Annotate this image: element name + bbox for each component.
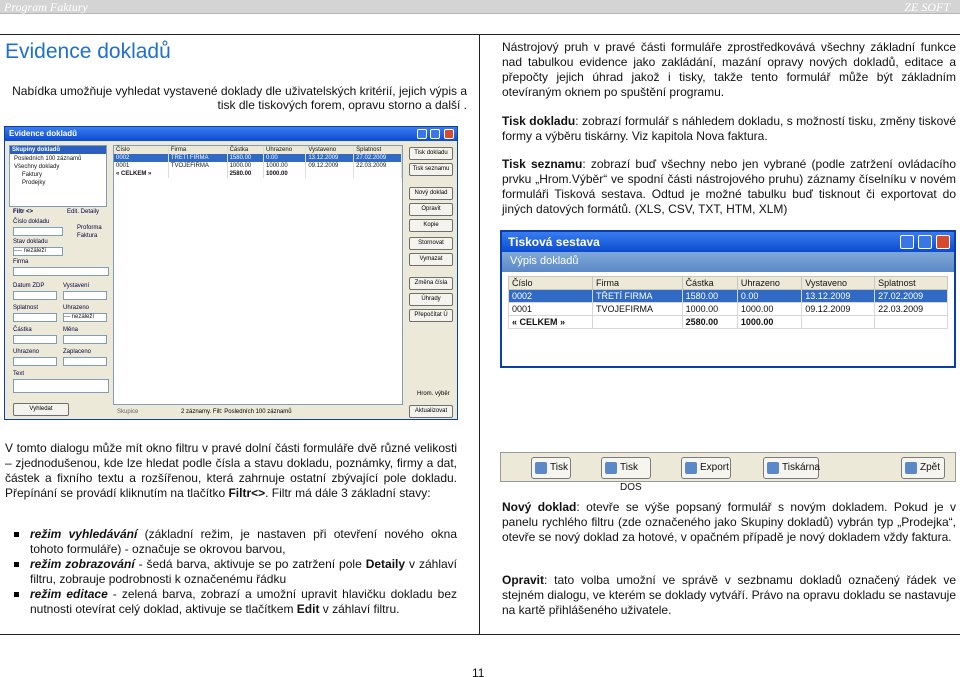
zaplaceno-input[interactable] bbox=[63, 357, 107, 366]
stav-label: Stav dokladu bbox=[13, 239, 48, 245]
cell: TŘETÍ FIRMA bbox=[168, 154, 227, 162]
edit-button[interactable]: Opravit bbox=[409, 203, 453, 216]
bullet-text: (základní režim, je nastaven při otevření nového okna tohoto formuláře) - označuje se okrovou barvou, bbox=[30, 527, 457, 556]
edit-term: Opravit bbox=[502, 573, 545, 587]
mena-label: Měna bbox=[63, 327, 79, 333]
vystaveni-label: Vystavení bbox=[63, 283, 90, 289]
filter-paragraph bbox=[5, 441, 457, 501]
tree-item[interactable]: Posledních 100 záznamů bbox=[14, 156, 82, 162]
records-table bbox=[113, 145, 403, 405]
tree-item[interactable]: Prodejky bbox=[22, 180, 46, 186]
castka-label: Částka bbox=[13, 327, 32, 333]
cell bbox=[306, 170, 354, 178]
payments-button[interactable]: Úhrady bbox=[409, 293, 453, 306]
bullet-bold: Edit bbox=[296, 602, 320, 616]
print-report-window bbox=[500, 230, 956, 368]
text-input[interactable] bbox=[13, 379, 109, 393]
table-row[interactable] bbox=[509, 303, 948, 316]
cislo-label: Číslo dokladu bbox=[13, 219, 50, 225]
cell: 2580.00 bbox=[682, 316, 737, 329]
header-bar bbox=[0, 0, 960, 14]
cell: 22.03.2009 bbox=[875, 303, 948, 316]
bullet-text: - zelená barva, zobrazí a umožní upravit hlavičku dokladu bez nutnosti otevírat celý doklad, aktivuje se tlačítkem bbox=[30, 587, 457, 616]
print-list-button[interactable]: Tisk seznamu bbox=[409, 163, 453, 176]
delete-button[interactable]: Vymazat bbox=[409, 253, 453, 266]
cell: 09.12.2009 bbox=[306, 162, 354, 170]
groups-label: Skupiny dokladů bbox=[10, 146, 106, 154]
search-button[interactable]: Vyhledat bbox=[13, 403, 69, 416]
report-title: Tisková sestava bbox=[508, 235, 600, 249]
cell: 1580.00 bbox=[227, 154, 263, 162]
cell: 13.12.2009 bbox=[306, 154, 354, 162]
cell: TVOJEFIRMA bbox=[168, 162, 227, 170]
report-title-bar bbox=[502, 232, 954, 252]
cell: 1000.00 bbox=[264, 170, 306, 178]
change-number-button[interactable]: Změna čísla bbox=[409, 277, 453, 290]
cell: 1000.00 bbox=[737, 303, 801, 316]
back-icon bbox=[905, 462, 917, 474]
cell: 2580.00 bbox=[227, 170, 263, 178]
bullet-bold: Detaily bbox=[365, 557, 406, 571]
minimize-icon[interactable] bbox=[417, 129, 427, 139]
report-subtitle: Výpis dokladů bbox=[502, 252, 954, 272]
minimize-icon[interactable] bbox=[900, 235, 914, 249]
print-dos-button-label: Tisk DOS bbox=[620, 462, 642, 493]
hrom-vyber-checkbox[interactable]: Hrom. výběr bbox=[417, 391, 450, 397]
uhrazeno2-label: Uhrazeno bbox=[13, 349, 40, 355]
column-header[interactable]: Uhrazeno bbox=[264, 146, 306, 154]
edit-desc: : tato volba umožní ve správě v sezbnamu dokladů označený řádek ve stejném dialogu, ve kterém se doklady vytváří. Právo na opravu dokladu se nastavuje na kartě přihlášeného uživatele. bbox=[502, 573, 956, 617]
cell: 0.00 bbox=[737, 290, 801, 303]
print-list-paragraph bbox=[502, 157, 956, 217]
printer-icon bbox=[535, 462, 547, 474]
faktura-label[interactable]: Faktura bbox=[77, 233, 98, 239]
new-document-term: Nový doklad bbox=[502, 500, 577, 514]
evidence-title-bar bbox=[5, 127, 457, 141]
cell: 27.02.2009 bbox=[875, 290, 948, 303]
filter-text-bold: Filtr<> bbox=[228, 486, 266, 500]
firma-input[interactable] bbox=[13, 267, 109, 276]
cell: TVOJEFIRMA bbox=[592, 303, 682, 316]
table-row[interactable] bbox=[114, 154, 402, 162]
text-label: Text bbox=[13, 371, 25, 377]
bullet-label: režim editace bbox=[30, 587, 108, 601]
cell: TŘETÍ FIRMA bbox=[592, 290, 682, 303]
stav-select[interactable]: ---- nezáleží bbox=[13, 247, 63, 256]
printer-icon bbox=[605, 462, 617, 474]
print-document-desc: : zobrazí formulář s náhledem dokladu, s možností tisku, změny tiskové formy a výběru tiskárny. Viz kapitola Nova faktura. bbox=[502, 114, 956, 143]
print-dos-button[interactable] bbox=[601, 457, 651, 493]
cell: 13.12.2009 bbox=[802, 290, 875, 303]
bullet-text: v záhlaví filtru. bbox=[319, 602, 400, 616]
uhrazeno-select[interactable]: --- nezáleží bbox=[63, 313, 107, 322]
vystaveni-input[interactable] bbox=[63, 291, 107, 300]
firma-label: Firma bbox=[13, 259, 29, 265]
cell: 1580.00 bbox=[682, 290, 737, 303]
column-header[interactable]: Firma bbox=[592, 277, 682, 290]
toolbar-paragraph: Nástrojový pruh v pravé části formuláře zprostředkovává všechny základní funkce nad tabulkou evidence jako zakládání, mazání opravy nových dokladů, editace a přepočty jejich úhrad jakož i tisky, takže tento formulář může být základním otevíraným oknem po spuštění programu. bbox=[502, 40, 956, 99]
column-header[interactable]: Uhrazeno bbox=[737, 277, 801, 290]
column-header[interactable]: Číslo bbox=[509, 277, 593, 290]
table-row[interactable] bbox=[509, 290, 948, 303]
proforma-label[interactable]: Proforma bbox=[77, 225, 102, 231]
rule-bottom bbox=[0, 634, 960, 635]
print-button[interactable] bbox=[531, 457, 571, 479]
bullet-text: - šedá barva, aktivuje se po zatržení pole bbox=[134, 557, 366, 571]
rule-top bbox=[0, 34, 960, 35]
cell bbox=[875, 316, 948, 329]
edit-paragraph bbox=[502, 573, 956, 618]
maximize-icon[interactable] bbox=[918, 235, 932, 249]
print-list-term: Tisk seznamu bbox=[502, 157, 583, 171]
bullet-item bbox=[30, 587, 457, 617]
filter-text-2: . Filtr má dále 3 základní stavy: bbox=[265, 486, 431, 500]
bullet-icon bbox=[14, 532, 19, 537]
header-left: Program Faktury bbox=[4, 0, 88, 14]
splatnost-input[interactable] bbox=[13, 313, 57, 322]
column-header[interactable]: Číslo bbox=[114, 146, 168, 154]
zaplaceno-label: Zaplaceno bbox=[63, 349, 92, 355]
close-icon[interactable] bbox=[444, 129, 454, 139]
column-header[interactable]: Vystaveno bbox=[802, 277, 875, 290]
bullet-label: režim zobrazování bbox=[30, 557, 135, 571]
evidence-dialog bbox=[4, 126, 458, 420]
column-header[interactable]: Splatnost bbox=[875, 277, 948, 290]
cell bbox=[802, 316, 875, 329]
print-list-desc: : zobrazí buď všechny nebo jen vybrané (podle zatržení ovládacího prvku „Hrom.Výběr“ ve spodní části nástrojového pruhu) záznamy číselníku v novém formuláři Tisková sestava. Odtud je možné tabulku buď tisknout či exportovat do jiných datových formátů. (XLS, CSV, TXT, HTM, XLM) bbox=[502, 157, 956, 216]
print-document-term: Tisk dokladu bbox=[502, 114, 576, 128]
export-button-label: Export bbox=[700, 462, 729, 473]
cell: 1000.00 bbox=[737, 316, 801, 329]
cell: 0001 bbox=[114, 162, 168, 170]
back-button[interactable] bbox=[901, 457, 945, 479]
cell: 0002 bbox=[114, 154, 168, 162]
table-row[interactable] bbox=[114, 162, 402, 170]
bullet-icon bbox=[14, 562, 19, 567]
tree-item[interactable]: Faktury bbox=[22, 172, 43, 178]
cell: 1000.00 bbox=[264, 162, 306, 170]
page-title: Evidence dokladů bbox=[5, 40, 171, 63]
uhrazeno-label: Uhrazeno bbox=[63, 305, 90, 311]
table-row-total[interactable] bbox=[509, 316, 948, 329]
bullet-text: v záhlaví filtru, zobrauje podrobnosti k označenému řádku bbox=[30, 557, 457, 586]
cell: 09.12.2009 bbox=[802, 303, 875, 316]
status-left: Skupice bbox=[117, 409, 139, 415]
storno-button[interactable]: Stornovat bbox=[409, 237, 453, 250]
new-document-button[interactable]: Nový doklad bbox=[409, 187, 453, 200]
evidence-title: Evidence dokladů bbox=[9, 129, 78, 138]
report-toolbar bbox=[500, 452, 956, 493]
cell: 1000.00 bbox=[682, 303, 737, 316]
status-text: 2 záznamy. Filt: Posledních 100 záznamů bbox=[181, 409, 292, 415]
printer-button-label: Tiskárna bbox=[782, 462, 820, 473]
print-button-label: Tisk bbox=[550, 462, 568, 473]
new-document-desc: : otevře se výše popsaný formulář s novým dokladem. Pokud je v panelu rychlého filtru (zde označeného jako Skupiny dokladů) vybrán typ „Prodejka“, otevře se nový doklad za hotové, v opačném případě je nový dokladem vždy faktura. bbox=[502, 500, 956, 544]
filter-label[interactable]: Filtr <> bbox=[13, 209, 34, 215]
datum-label: Datum ZDP bbox=[13, 283, 45, 289]
page-number: 11 bbox=[472, 666, 485, 677]
maximize-icon[interactable] bbox=[430, 129, 440, 139]
cell bbox=[168, 170, 227, 178]
refresh-button[interactable]: Aktualizovat bbox=[409, 405, 453, 418]
groups-panel bbox=[9, 145, 107, 207]
bullet-label: režim vyhledávání bbox=[30, 527, 138, 541]
print-document-paragraph bbox=[502, 114, 956, 144]
close-icon[interactable] bbox=[936, 235, 950, 249]
intro-text: Nabídka umožňuje vyhledat vystavené doklady dle uživatelských kritérií, jejich výpis a tisk dle tiskových forem, opravu storno a další . bbox=[12, 84, 467, 112]
back-button-label: Zpět bbox=[920, 462, 941, 473]
column-header[interactable]: Částka bbox=[227, 146, 263, 154]
cell: 0.00 bbox=[264, 154, 306, 162]
cell bbox=[592, 316, 682, 329]
edit-details-label[interactable]: Edit. Detaily bbox=[67, 209, 100, 215]
report-table bbox=[508, 276, 948, 329]
cell bbox=[354, 170, 402, 178]
cell: « CELKEM » bbox=[114, 170, 168, 178]
header-right: ZE SOFT bbox=[904, 0, 950, 14]
column-header[interactable]: Částka bbox=[682, 277, 737, 290]
cell: 1000.00 bbox=[227, 162, 263, 170]
cell: 22.03.2009 bbox=[354, 162, 402, 170]
bullet-item bbox=[30, 527, 457, 557]
mena-input[interactable] bbox=[63, 335, 107, 344]
cell: 0001 bbox=[509, 303, 593, 316]
bullet-icon bbox=[14, 592, 19, 597]
filter-text-1: V tomto dialogu může mít okno filtru v pravé dolní části formuláře dvě různé velikosti – zjednodušenou, kde lze hledat podle čísla a stavu dokladu, poznámky, firmy a dat, částek a fixního textu a rozšířenou, která zahrnuje ostatní zbývající pole dokladu. Přepínání se provádí kliknutím na tlačítko bbox=[5, 441, 457, 500]
castka-input[interactable] bbox=[13, 335, 57, 344]
uhrazeno2-input[interactable] bbox=[13, 357, 57, 366]
new-document-paragraph bbox=[502, 500, 956, 545]
cell: 0002 bbox=[509, 290, 593, 303]
column-header[interactable]: Vystaveno bbox=[306, 146, 354, 154]
datum-input[interactable] bbox=[13, 291, 57, 300]
print-document-button[interactable]: Tisk dokladu bbox=[409, 147, 453, 160]
column-header[interactable]: Firma bbox=[168, 146, 227, 154]
table-row-total[interactable] bbox=[114, 170, 402, 178]
column-header[interactable]: Splatnost bbox=[354, 146, 402, 154]
bullet-item bbox=[30, 557, 457, 587]
splatnost-label: Splatnost bbox=[13, 305, 39, 311]
cell: 27.02.2009 bbox=[354, 154, 402, 162]
printer-icon bbox=[767, 462, 779, 474]
printer-button[interactable] bbox=[763, 457, 819, 479]
tree-item[interactable]: Všechny doklady bbox=[14, 164, 60, 170]
column-divider bbox=[479, 34, 480, 634]
copy-button[interactable]: Kopie bbox=[409, 219, 453, 232]
export-button[interactable] bbox=[681, 457, 731, 479]
recalc-button[interactable]: Přepočítat Ú bbox=[409, 309, 453, 322]
cislo-input[interactable] bbox=[13, 227, 63, 236]
export-icon bbox=[685, 462, 697, 474]
cell: « CELKEM » bbox=[509, 316, 593, 329]
